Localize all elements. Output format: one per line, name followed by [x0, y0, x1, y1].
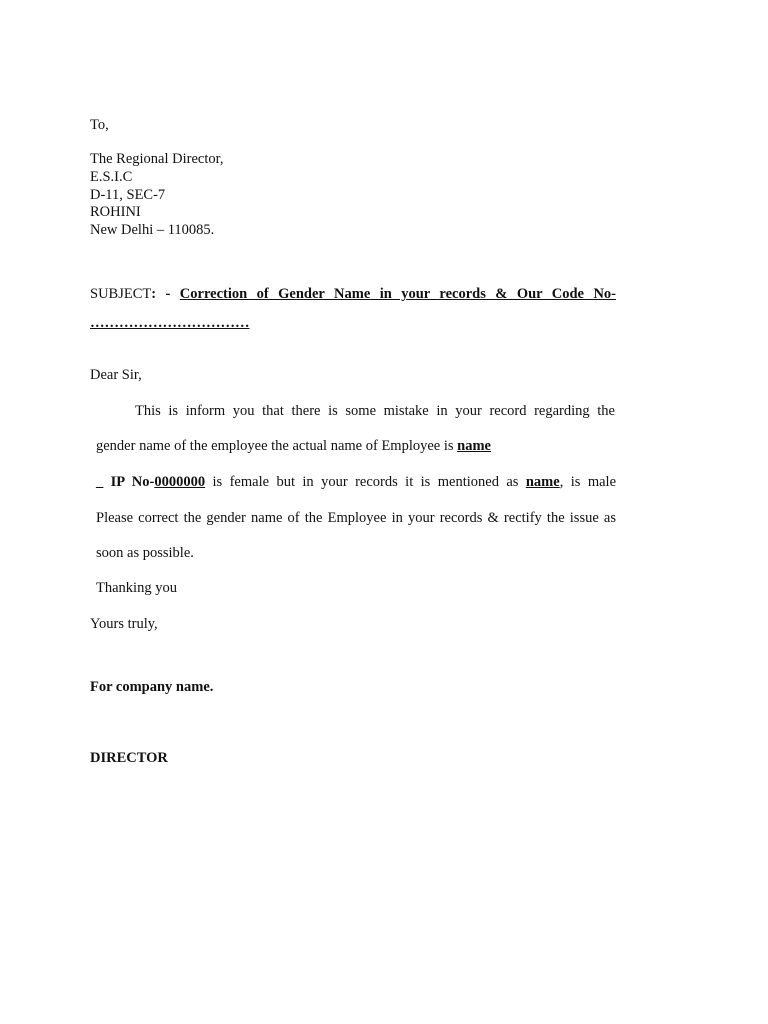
employee-name-placeholder: name [457, 438, 491, 454]
address-line-5: New Delhi – 110085. [90, 222, 215, 239]
address-line-4: ROHINI [90, 204, 141, 221]
body-line-3-text: is female but in your records it is mentioned as [205, 474, 526, 490]
company-signature: For company name. [90, 679, 214, 695]
body-line-4: Please correct the gender name of the Employee in your records & rectify the issue as [96, 510, 616, 526]
body-line-5: soon as possible. [96, 545, 194, 561]
body-line-3-tail: , is male [559, 474, 617, 490]
body-line-1: This is inform you that there is some mistake in your record regarding the [135, 403, 615, 419]
body-line-2-text: gender name of the employee the actual name of Employee is [96, 438, 458, 454]
thanks-line: Thanking you [96, 580, 177, 596]
to-line: To, [90, 117, 109, 133]
subject-line [90, 285, 616, 303]
recorded-name-placeholder: name [525, 474, 560, 490]
address-line-2: E.S.I.C [90, 168, 133, 185]
subject-text: Correction of Gender Name in your records & Our Code No- [179, 286, 616, 302]
subject-code-dots: …………………………… [90, 315, 250, 331]
address-line-1: The Regional Director, [90, 151, 224, 167]
address-line-3: D-11, SEC-7 [90, 186, 166, 203]
greeting: Dear Sir, [90, 367, 142, 383]
recipient-address [90, 151, 224, 240]
blank-underscore: _ [96, 474, 104, 490]
designation: DIRECTOR [90, 750, 168, 766]
subject-label: SUBJECT [90, 286, 152, 302]
body-line-3 [96, 473, 616, 491]
ip-number: 0000000 [154, 474, 206, 490]
subject-separator: : - [151, 286, 180, 302]
ip-label: IP No- [103, 474, 155, 490]
closing: Yours truly, [90, 616, 158, 632]
body-line-2 [96, 437, 491, 455]
